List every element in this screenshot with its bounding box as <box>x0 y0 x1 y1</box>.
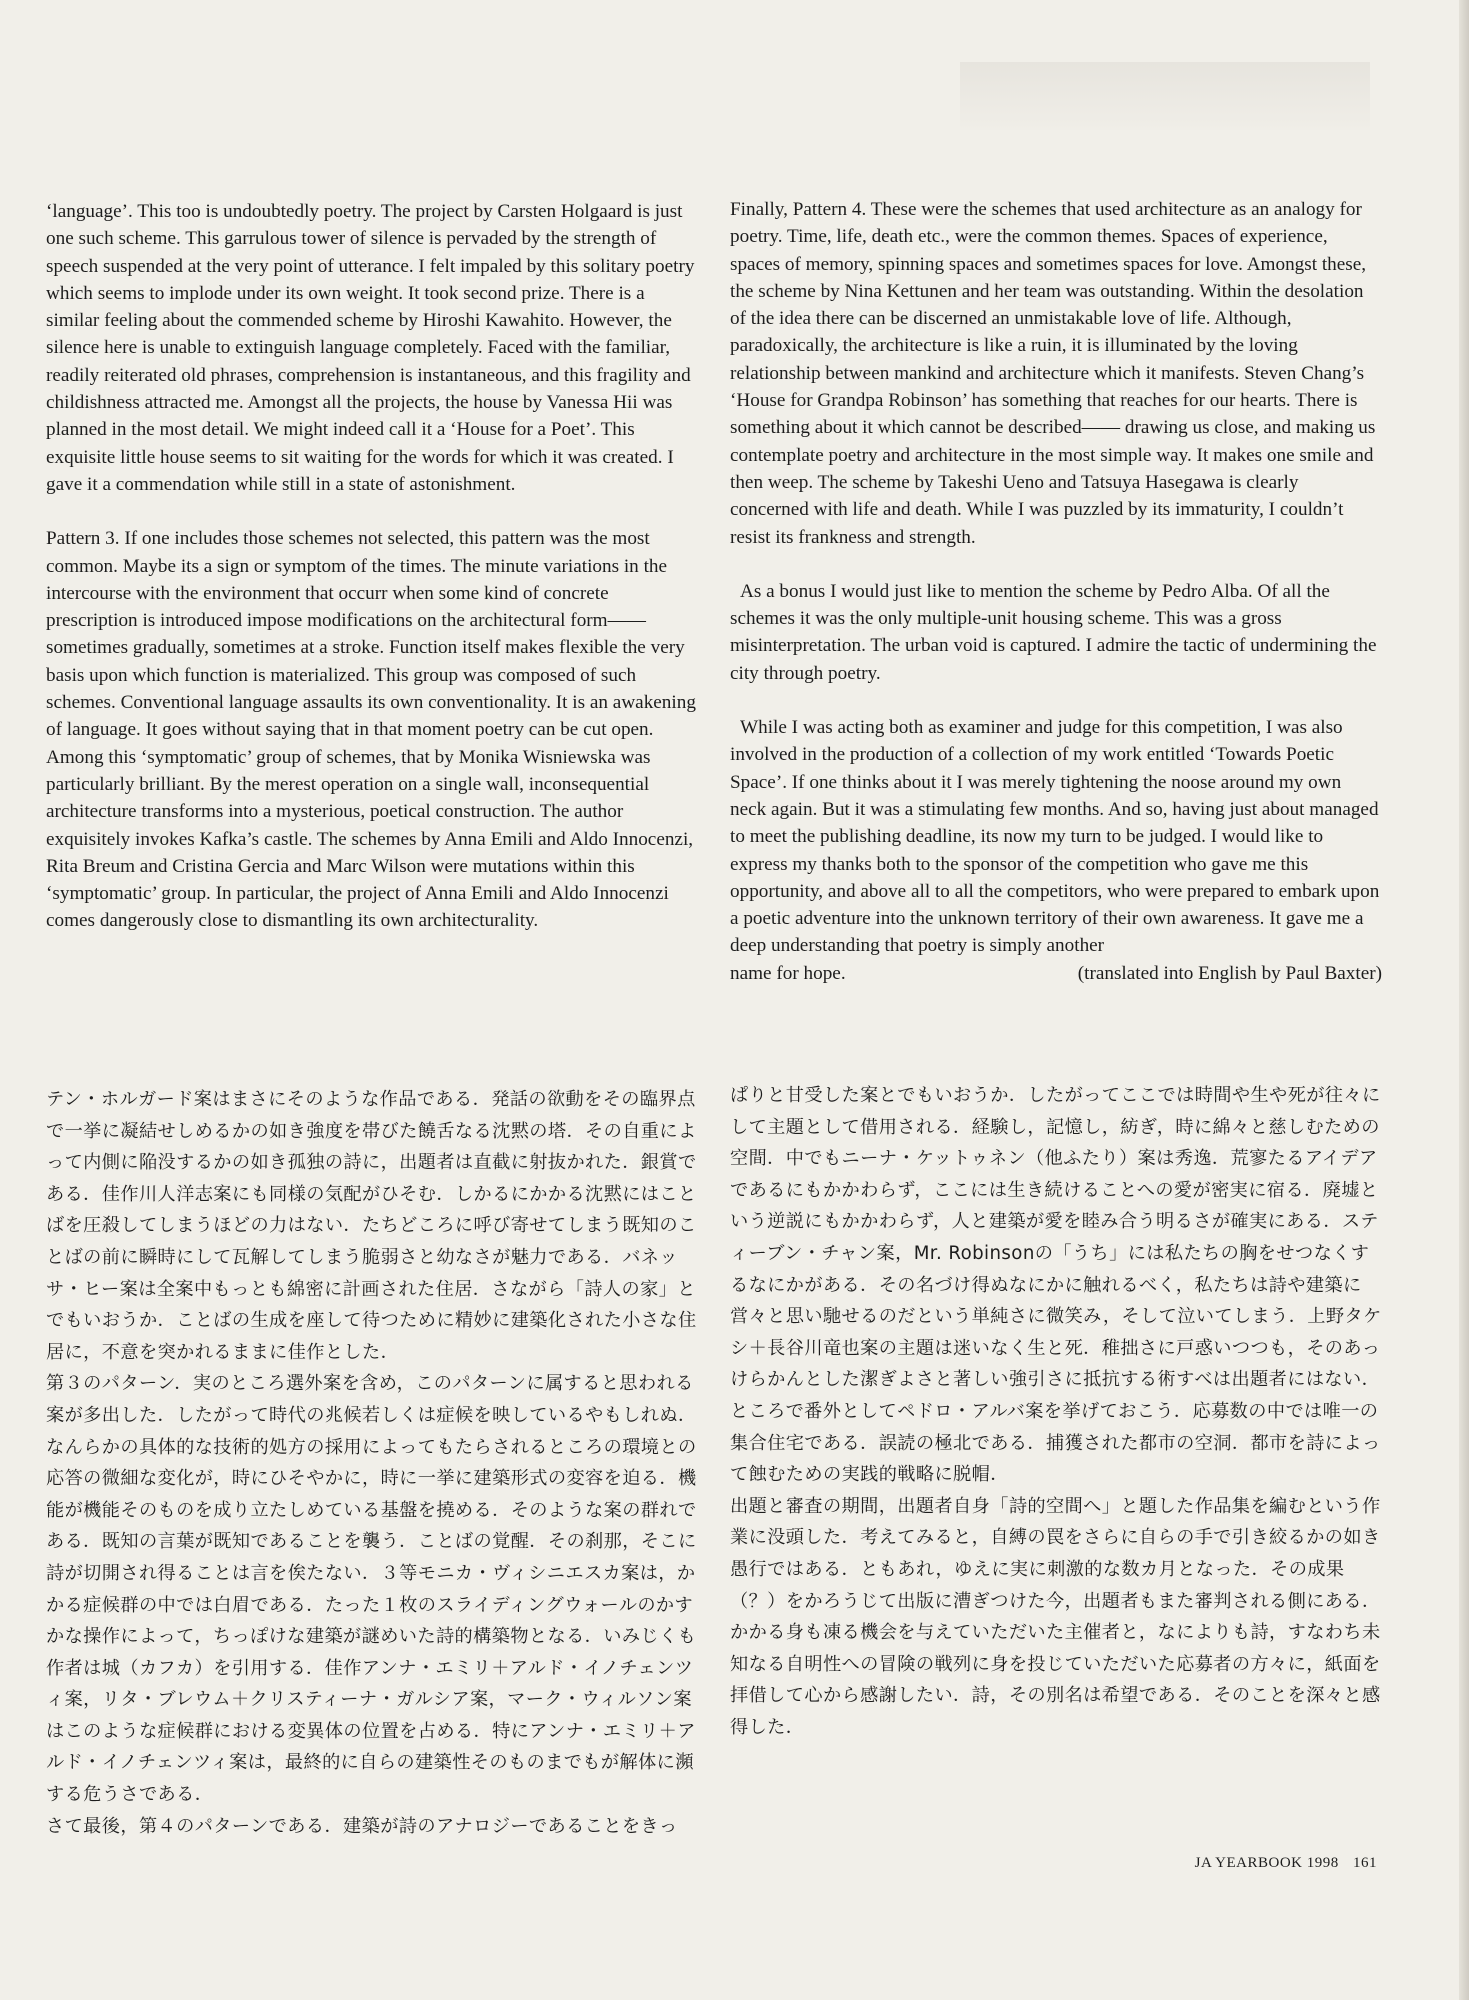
jp-paragraph-3: さて最後，第４のパターンである．建築が詩のアナロジーであることをきっ <box>46 1815 678 1837</box>
paragraph-bonus: As a bonus I would just like to mention the scheme by Pedro Alba. Of all the schemes it was the only multiple-unit housing scheme. This was a gross misinterpretation. The urban void is captured. I admire the tactic of undermining the city through poetry. <box>730 580 1377 684</box>
jp-paragraph-6: 出題と審査の期間，出題者自身「詩的空間へ」と題した作品集を編むという作業に没頭した．考えてみると，自縛の罠をさらに自らの手で引き絞るかの如き愚行ではある．ともあれ，ゆえに実に刺激的な数カ月となった．その成果（？）をかろうじて出版に漕ぎつけた今，出題者もまた審判される側にある．かかる身も凍る機会を与えていただいた主催者と，なによりも詩，すなわち未知なる自明性への冒険の戦列に身を投じていただいた応募者の方々に，紙面を拝借して心から感謝したい．詩，その別名は希望である．そのことを深々と感得した． <box>730 1495 1381 1738</box>
jp-paragraph-1: テン・ホルガード案はまさにそのような作品である．発話の欲動をその臨界点で一挙に凝結せしめるかの如き強度を帯びた饒舌なる沈黙の塔．その自重によって内側に陥没するかの如き孤独の詩に，出題者は直截に射抜かれた．銀賞である．佳作川人洋志案にも同様の気配がひそむ．しかるにかかる沈黙にはことばを圧殺してしまうほどの力はない．たちどころに呼び寄せてしまう既知のことばの前に瞬時にして瓦解してしまう脆弱さと幼なさが魅力である．バネッサ・ヒー案は全案中もっとも綿密に計画された住居．さながら「詩人の家」とでもいおうか．ことばの生成を座して待つために精妙に建築化された小さな住居に，不意を突かれるままに佳作とした． <box>46 1089 697 1363</box>
closing-words: name for hope. <box>730 962 846 984</box>
page-number: 161 <box>1353 1855 1377 1871</box>
page-footer <box>1185 1855 1377 1872</box>
jp-paragraph-5: ところで番外としてペドロ・アルバ案を挙げておこう．応募数の中では唯一の集合住宅である．誤読の極北である．捕獲された都市の空洞．都市を詩によって蝕むための実践的戦略に脱帽． <box>730 1400 1381 1486</box>
jp-paragraph-4: ぱりと甘受した案とでもいおうか．したがってここでは時間や生や死が往々にして主題として借用される．経験し，記憶し，紡ぎ，時に綿々と慈しむための空間．中でもニーナ・ケットゥネン（他ふたり）案は秀逸．荒寥たるアイデアであるにもかかわらず，ここには生き続けることへの愛が密実に宿る．廃墟という逆説にもかかわらず，人と建築が愛を睦み合う明るさが確実にある．スティーブン・チャン案，Mr. Robinsonの「うち」には私たちの胸をせつなくするなにかがある．その名づけ得ぬなにかに触れるべく，私たちは詩や建築に営々と思い馳せるのだという単純さに微笑み，そして泣いてしまう．上野タケシ＋長谷川竜也案の主題は迷いなく生と死．稚拙さに戸惑いつつも，そのあっけらかんとした潔ぎよさと著しい強引さに抵抗する術すべは出題者にはない． <box>730 1085 1382 1391</box>
japanese-column-left <box>46 1084 698 1842</box>
paragraph-pattern-3: Pattern 3. If one includes those schemes not selected, this pattern was the most common. Maybe its a sign or symptom of the times. The minute variations in the intercourse with the environment that occurr when some kind of concrete prescription is introduced impose modifications on the architectural form—— sometimes gradually, sometimes at a stroke. Function itself makes flexible the very basis upon which function is materialized. This group was composed of such schemes. Conventional language assaults its own conventionality. It is an awakening of language. It goes without saying that in that moment poetry can be cut open. Among this ‘symptomatic’ group of schemes, that by Monika Wisniewska was particularly brilliant. By the merest operation on a single wall, inconsequential architecture transforms into a mysterious, poetical construction. The author exquisitely invokes Kafka’s castle. The schemes by Anna Emili and Aldo Innocenzi, Rita Breum and Cristina Gercia and Marc Wilson were mutations within this ‘symptomatic’ group. In particular, the project of Anna Emili and Aldo Innocenzi comes dangerously close to dismantling its own architecturality. <box>46 528 696 932</box>
paragraph-holgaard: ‘language’. This too is undoubtedly poetry. The project by Carsten Holgaard is just one such scheme. This garrulous tower of silence is pervaded by the strength of speech suspended at the very point of utterance. I felt impaled by this solitary poetry which seems to implode under its own weight. It took second prize. There is a similar feeling about the commended scheme by Hiroshi Kawahito. However, the silence here is unable to extinguish language completely. Faced with the familiar, readily reiterated old phrases, comprehension is instantaneous, and this fragility and childishness attracted me. Amongst all the projects, the house by Vanessa Hii was planned in the most detail. We might indeed call it a ‘House for a Poet’. This exquisite little house seems to sit waiting for the words for which it was created. I gave it a commendation while still in a state of astonishment. <box>46 201 695 495</box>
publication-title: JA YEARBOOK 1998 <box>1194 1855 1339 1871</box>
japanese-column-right <box>730 1080 1382 1743</box>
english-column-right <box>730 196 1382 987</box>
closing-credit-line <box>730 960 1382 987</box>
show-through-print <box>960 62 1370 130</box>
paragraph-closing <box>730 714 1382 960</box>
page-edge <box>1459 0 1469 2000</box>
paragraph-pattern-4: Finally, Pattern 4. These were the schemes that used architecture as an analogy for poetry. Time, life, death etc., were the common themes. Spaces of experience, spaces of memory, spinning spaces and sometimes spaces for love. Amongst these, the scheme by Nina Kettunen and her team was outstanding. Within the desolation of the idea there can be discerned an unmistakable love of life. Although, paradoxically, the architecture is like a ruin, it is illuminated by the loving relationship between mankind and architecture which it manifests. Steven Chang’s ‘House for Grandpa Robinson’ has something that reaches for our hearts. There is something about it which cannot be described—— drawing us close, and making us contemplate poetry and architecture in the most simple way. It makes one smile and then weep. The scheme by Takeshi Ueno and Tatsuya Hasegawa is clearly concerned with life and death. While I was puzzled by its immaturity, I couldn’t resist its frankness and strength. <box>730 199 1376 548</box>
closing-body: While I was acting both as examiner and judge for this competition, I was also involved in the production of a collection of my work entitled ‘Towards Poetic Space’. If one thinks about it I was merely tightening the noose around my own neck again. But it was a stimulating few months. And so, having just about managed to meet the publishing deadline, its now my turn to be judged. I would like to express my thanks both to the sponsor of the competition who gave me this opportunity, and above all to all the competitors, who were prepared to embark upon a poetic adventure into the unknown territory of their own awareness. It gave me a deep understanding that poetry is simply another <box>730 717 1380 957</box>
jp-paragraph-2: 第３のパターン．実のところ選外案を含め，このパターンに属すると思われる案が多出した．したがって時代の兆候若しくは症候を映しているやもしれぬ．なんらかの具体的な技術的処方の採用によってもたらされるところの環境との応答の微細な変化が，時にひそやかに，時に一挙に建築形式の変容を迫る．機能が機能そのものを成り立たしめている基盤を撓める．そのような案の群れである．既知の言葉が既知であることを襲う．ことばの覚醒．その刹那，そこに詩が切開され得ることは言を俟たない．３等モニカ・ヴィシニエスカ案は，かかる症候群の中では白眉である．たった１枚のスライディングウォールのかすかな操作によって，ちっぽけな建築が謎めいた詩的構築物となる．いみじくも作者は城（カフカ）を引用する．佳作アンナ・エミリ＋アルド・イノチェンツィ案，リタ・ブレウム＋クリスティーナ・ガルシア案，マーク・ウィルソン案はこのような症候群における変異体の位置を占める．特にアンナ・エミリ＋アルド・イノチェンツィ案は，最終的に自らの建築性そのものまでもが解体に瀕する危うさである． <box>46 1373 697 1806</box>
translator-credit: (translated into English by Paul Baxter) <box>1077 962 1382 984</box>
english-column-left <box>46 198 698 962</box>
